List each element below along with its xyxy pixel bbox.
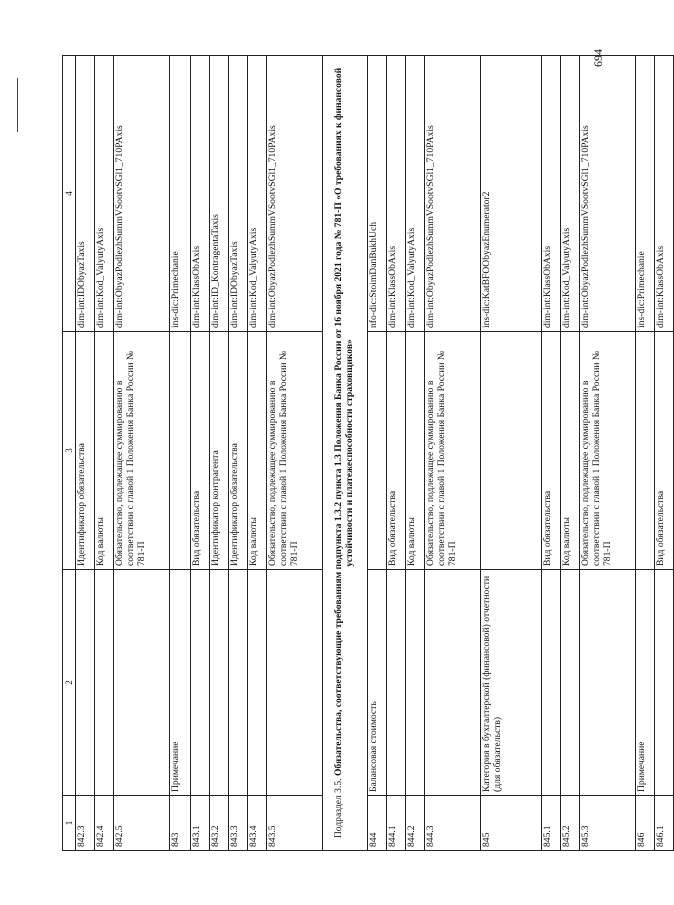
table-row [425, 56, 481, 851]
cell-col-2 [114, 570, 170, 796]
cell-col-2 [580, 570, 636, 796]
column-header-3: 3 [63, 332, 76, 570]
cell-col-1: 842.3 [76, 796, 95, 851]
cell-col-1: 843.2 [210, 796, 229, 851]
cell-col-1: 845.1 [542, 796, 561, 851]
cell-col-1: 845.3 [580, 796, 636, 851]
cell-col-1: 844.1 [387, 796, 406, 851]
table-row [406, 56, 425, 851]
cell-col-4: dim-int:KlassObAxis [542, 56, 561, 332]
cell-col-2: Категория в бухгалтерской (финансовой) отчетности (для обязательств) [481, 570, 542, 796]
cell-col-4: dim-int:Kod_ValyutyAxis [248, 56, 267, 332]
cell-col-4: dim-int:ID_KontragentaTaxis [210, 56, 229, 332]
document-table [62, 55, 674, 851]
cell-col-3: Обязательство, подлежащее суммированию в соответствии с главой 1 Положения Банка России № 781-П [580, 332, 636, 570]
header-row [63, 56, 76, 851]
table-row [229, 56, 248, 851]
cell-col-3 [368, 332, 387, 570]
cell-col-2 [425, 570, 481, 796]
cell-col-1: 843 [170, 796, 191, 851]
cell-col-4: dim-int:IDObyazTaxis [76, 56, 95, 332]
table-row [248, 56, 267, 851]
cell-col-2 [76, 570, 95, 796]
table-row [636, 56, 655, 851]
cell-col-2 [267, 570, 323, 796]
column-header-4: 4 [63, 56, 76, 332]
cell-col-3: Вид обязательства [542, 332, 561, 570]
cell-col-1: 843.1 [191, 796, 210, 851]
cell-col-2 [387, 570, 406, 796]
cell-col-4: dim-int:Kod_ValyutyAxis [561, 56, 580, 332]
cell-col-2 [542, 570, 561, 796]
cell-col-2: Балансовая стоимость [368, 570, 387, 796]
table-row [95, 56, 114, 851]
column-header-1: 1 [63, 796, 76, 851]
cell-col-3: Идентификатор контрагента [210, 332, 229, 570]
section-prefix: Подраздел 3.5. [333, 776, 345, 839]
cell-col-4: dim-int:KlassObAxis [387, 56, 406, 332]
cell-col-1: 842.4 [95, 796, 114, 851]
margin-mark [17, 78, 18, 132]
table-row [655, 56, 674, 851]
cell-col-2 [655, 570, 674, 796]
cell-col-4: dim-int:ObyazPodlezhSummVSootvSGl1_710PAxis [114, 56, 170, 332]
cell-col-1: 843.5 [267, 796, 323, 851]
cell-col-4: dim-int:Kod_ValyutyAxis [95, 56, 114, 332]
table-row [542, 56, 561, 851]
cell-col-4: ins-dic:KatBFOObyazEnumerator2 [481, 56, 542, 332]
table-row [76, 56, 95, 851]
table-row [191, 56, 210, 851]
cell-col-1: 843.3 [229, 796, 248, 851]
section-heading [323, 56, 368, 851]
cell-col-3: Идентификатор обязательства [229, 332, 248, 570]
page-number: 694 [591, 49, 605, 67]
cell-col-1: 845.2 [561, 796, 580, 851]
table-row [561, 56, 580, 851]
cell-col-4: nfo-dic:StoimDanBukhUch [368, 56, 387, 332]
table-row [210, 56, 229, 851]
table-row [170, 56, 191, 851]
cell-col-3 [636, 332, 655, 570]
cell-col-4: dim-int:ObyazPodlezhSummVSootvSGl1_710PAxis [425, 56, 481, 332]
cell-col-4: dim-int:KlassObAxis [655, 56, 674, 332]
cell-col-1: 846 [636, 796, 655, 851]
cell-col-2 [210, 570, 229, 796]
cell-col-2: Примечание [636, 570, 655, 796]
cell-col-2 [406, 570, 425, 796]
cell-col-4: ins-dic:Primechanie [170, 56, 191, 332]
cell-col-2 [229, 570, 248, 796]
cell-col-1: 846.1 [655, 796, 674, 851]
cell-col-4: dim-int:ObyazPodlezhSummVSootvSGl1_710PAxis [580, 56, 636, 332]
cell-col-3: Код валюты [561, 332, 580, 570]
cell-col-3: Вид обязательства [655, 332, 674, 570]
table-row [580, 56, 636, 851]
cell-col-4: dim-int:Kod_ValyutyAxis [406, 56, 425, 332]
cell-col-1: 844 [368, 796, 387, 851]
cell-col-2 [191, 570, 210, 796]
cell-col-3: Идентификатор обязательства [76, 332, 95, 570]
cell-col-1: 845 [481, 796, 542, 851]
cell-col-2 [248, 570, 267, 796]
cell-col-3: Код валюты [406, 332, 425, 570]
cell-col-2 [95, 570, 114, 796]
cell-col-2 [561, 570, 580, 796]
cell-col-3: Обязательство, подлежащее суммированию в соответствии с главой 1 Положения Банка России № 781-П [267, 332, 323, 570]
cell-col-4: ins-dic:Primechanie [636, 56, 655, 332]
table-row [114, 56, 170, 851]
cell-col-1: 843.4 [248, 796, 267, 851]
cell-col-3: Код валюты [248, 332, 267, 570]
cell-col-3: Обязательство, подлежащее суммированию в соответствии с главой 1 Положения Банка России № 781-П [114, 332, 170, 570]
cell-col-2: Примечание [170, 570, 191, 796]
section-title: Обязательства, соответствующие требованиям подпункта 1.3.2 пункта 1.3 Положения Банка России от 16 ноября 2021 года № 781-П «О требованиях к финансовой устойчивости и платежеспособности страховщиков» [333, 67, 356, 777]
table-body [63, 56, 674, 851]
cell-col-1: 844.3 [425, 796, 481, 851]
cell-col-3: Вид обязательства [191, 332, 210, 570]
cell-col-3 [170, 332, 191, 570]
table-row [368, 56, 387, 851]
table-row [267, 56, 323, 851]
table-row [387, 56, 406, 851]
cell-col-1: 844.2 [406, 796, 425, 851]
cell-col-4: dim-int:IDObyazTaxis [229, 56, 248, 332]
section-row [323, 56, 368, 851]
column-header-2: 2 [63, 570, 76, 796]
cell-col-4: dim-int:ObyazPodlezhSummVSootvSGl1_710PAxis [267, 56, 323, 332]
cell-col-3: Вид обязательства [387, 332, 406, 570]
cell-col-3: Код валюты [95, 332, 114, 570]
cell-col-3: Обязательство, подлежащее суммированию в соответствии с главой 1 Положения Банка России № 781-П [425, 332, 481, 570]
cell-col-4: dim-int:KlassObAxis [191, 56, 210, 332]
table-row [481, 56, 542, 851]
cell-col-1: 842.5 [114, 796, 170, 851]
cell-col-3 [481, 332, 542, 570]
